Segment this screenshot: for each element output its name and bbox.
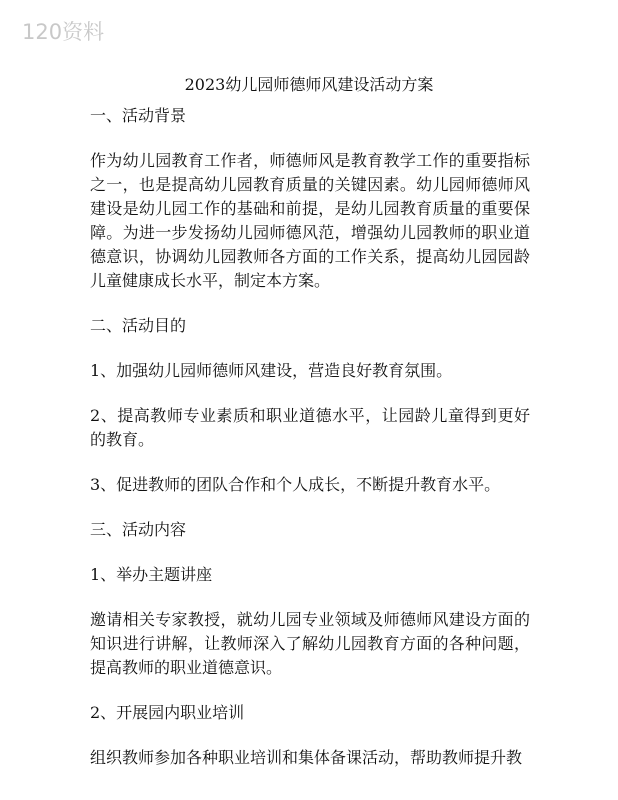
section-heading-background: 一、活动背景 (90, 106, 187, 125)
content-lecture-paragraph: 邀请相关专家教授，就幼儿园专业领域及师德师风建设方面的知识进行讲解，让教师深入了解幼儿园教育方面的各种问题，提高教师的职业道德意识。 (90, 610, 530, 677)
purpose-item-3: 3、促进教师的团队合作和个人成长，不断提升教育水平。 (90, 475, 501, 494)
document-title: 2023幼儿园师德师风建设活动方案 (184, 75, 434, 94)
background-paragraph: 作为幼儿园教育工作者，师德师风是教育教学工作的重要指标之一，也是提高幼儿园教育质量的关键因素。幼儿园师德师风建设是幼儿园工作的基础和前提，是幼儿园教育质量的重要保障。为进一步发扬幼儿园师德风范，增强幼儿园教师的职业道德意识，协调幼儿园教师各方面的工作关系，提高幼儿园园龄儿童健康成长水平，制定本方案。 (90, 151, 530, 290)
content-subheading-lecture: 1、举办主题讲座 (90, 565, 213, 584)
document-body (90, 104, 530, 770)
section-heading-purpose: 二、活动目的 (90, 316, 187, 335)
watermark-logo: 120资料 (22, 20, 105, 44)
purpose-item-2: 2、提高教师专业素质和职业道德水平，让园龄儿童得到更好的教育。 (90, 406, 530, 449)
purpose-item-1: 1、加强幼儿园师德师风建设，营造良好教育氛围。 (90, 361, 453, 380)
section-heading-content: 三、活动内容 (90, 520, 187, 539)
content-training-paragraph: 组织教师参加各种职业培训和集体备课活动，帮助教师提升教 (90, 748, 523, 767)
content-subheading-training: 2、开展园内职业培训 (90, 703, 245, 722)
